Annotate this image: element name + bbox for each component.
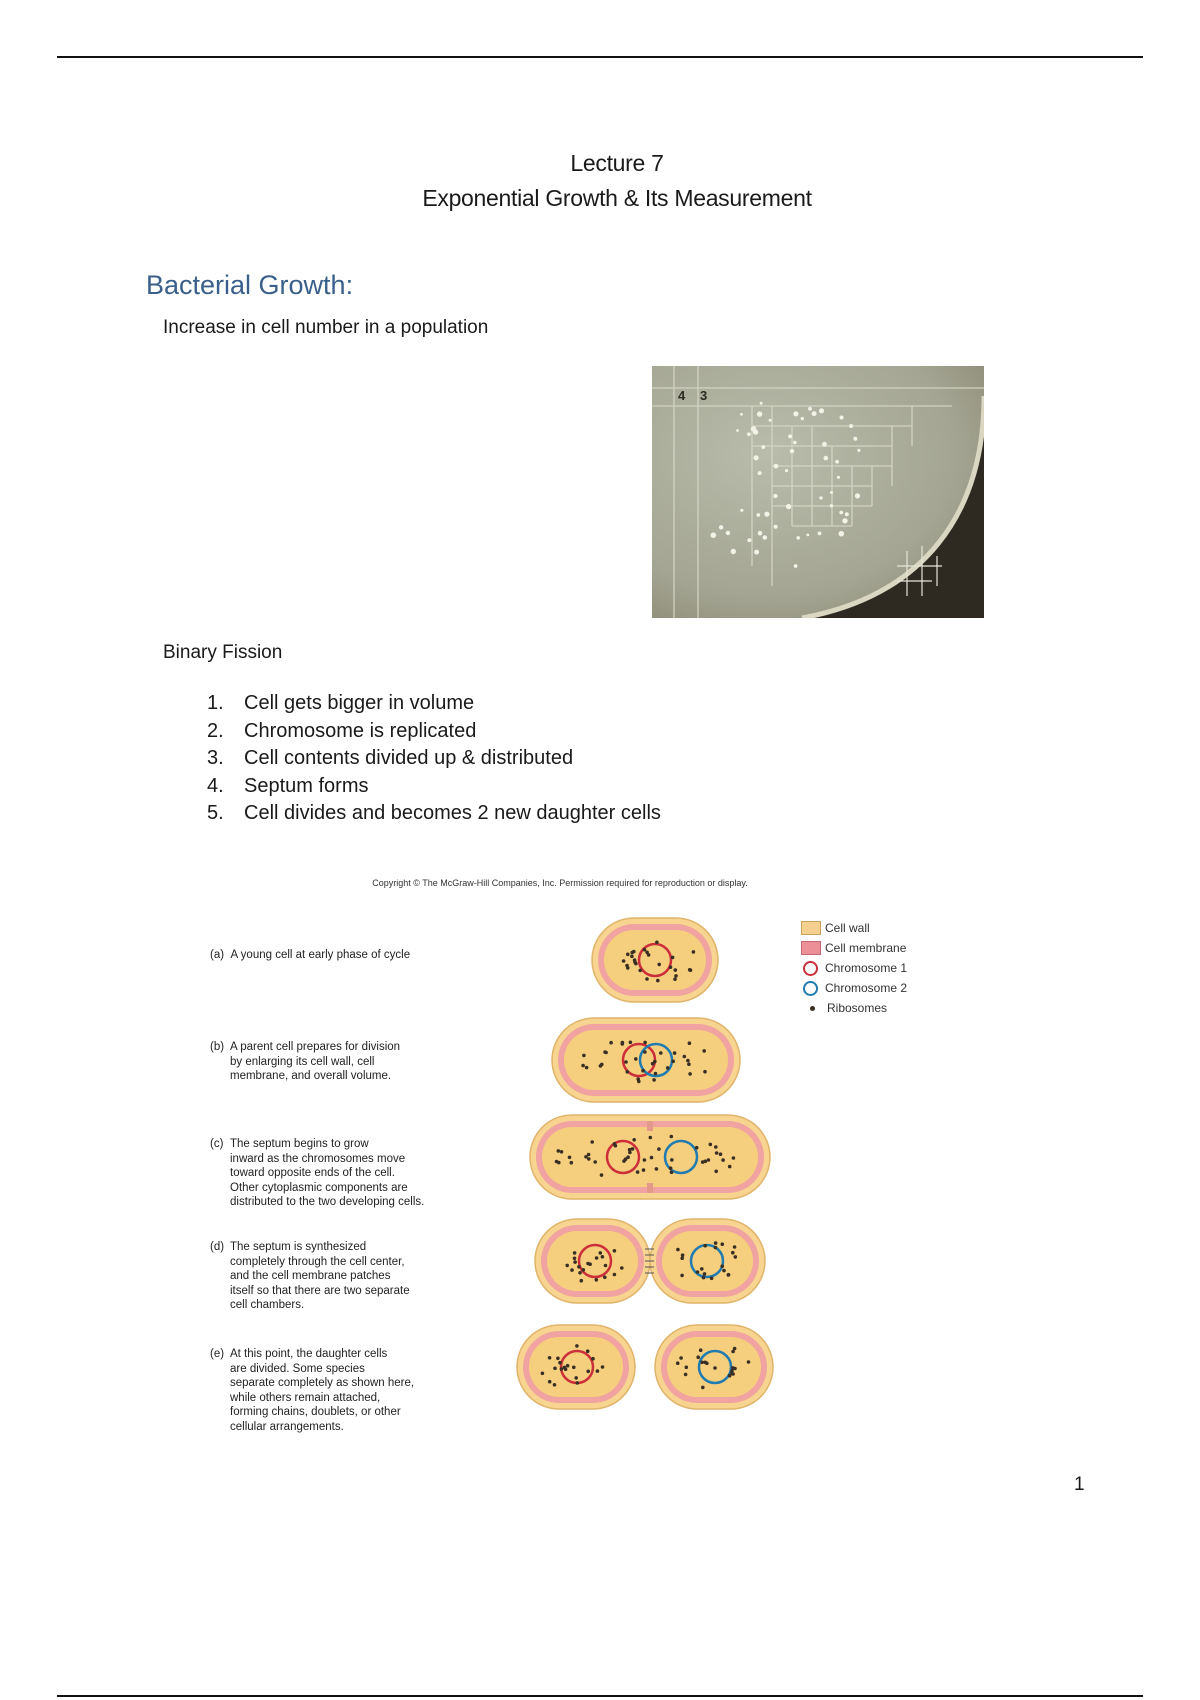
- diagram-legend: [801, 918, 907, 1018]
- caption-a: (a) A young cell at early phase of cycle: [210, 949, 411, 961]
- legend-chromosome-2: Chromosome 2: [801, 978, 907, 998]
- copyright-notice: Copyright © The McGraw-Hill Companies, Inc. Permission required for reproduction or display.: [372, 878, 748, 888]
- caption-e: (e) At this point, the daughter cells are divided. Some species separate completely as shown here, while others remain attached, forming chains, doublets, or other cellular arrangements.: [210, 1348, 415, 1433]
- ribosome-dot-icon: [810, 1006, 815, 1011]
- cell-d: [535, 1219, 765, 1303]
- page-title: [0, 146, 1200, 216]
- caption-b: (b) A parent cell prepares for division by enlarging its cell wall, cell membrane, and overall volume.: [210, 1041, 401, 1082]
- cell-a: [592, 918, 718, 1002]
- top-rule: [57, 56, 1143, 58]
- cell-wall-swatch: [801, 921, 821, 935]
- caption-d: (d) The septum is synthesized completely through the cell center, and the cell membrane patches itself so that there are two separate cell chambers.: [210, 1241, 410, 1311]
- list-item: 3. Cell contents divided up & distributed: [207, 747, 574, 769]
- cell-c: [530, 1115, 770, 1199]
- colony-plate-illustration: [652, 366, 984, 618]
- cell-b: [552, 1018, 740, 1102]
- legend-ribosomes: Ribosomes: [801, 998, 907, 1018]
- title-line-1: Lecture 7: [570, 150, 664, 176]
- binary-fission-steps: [207, 690, 661, 828]
- binary-fission-label: Binary Fission: [163, 642, 283, 663]
- list-item: 5. Cell divides and becomes 2 new daughter cells: [207, 802, 661, 824]
- legend-cell-wall: Cell wall: [801, 918, 907, 938]
- list-item: 2. Chromosome is replicated: [207, 719, 477, 742]
- page-number: 1: [1074, 1474, 1085, 1495]
- bottom-rule: [57, 1695, 1143, 1697]
- photo-grid-label-3: 3: [700, 388, 708, 403]
- list-item: 4. Septum forms: [207, 774, 369, 797]
- legend-chromosome-1: Chromosome 1: [801, 958, 907, 978]
- cell-e: [517, 1325, 773, 1409]
- colony-plate-photo: [652, 366, 984, 618]
- binary-fission-diagram: [205, 872, 915, 1437]
- title-line-2: Exponential Growth & Its Measurement: [422, 185, 812, 211]
- section-heading: Bacterial Growth:: [146, 270, 354, 300]
- cell-membrane-swatch: [801, 941, 821, 955]
- list-item: 1. Cell gets bigger in volume: [207, 692, 475, 714]
- photo-grid-label-4: 4: [678, 388, 686, 403]
- chromosome-1-swatch: [803, 961, 818, 976]
- legend-cell-membrane: Cell membrane: [801, 938, 907, 958]
- section-definition: Increase in cell number in a population: [163, 317, 489, 338]
- chromosome-2-swatch: [803, 981, 818, 996]
- caption-c: (c) The septum begins to grow inward as the chromosomes move toward opposite ends of the cell. Other cytoplasmic components are distributed to the two developing cells.: [210, 1138, 425, 1208]
